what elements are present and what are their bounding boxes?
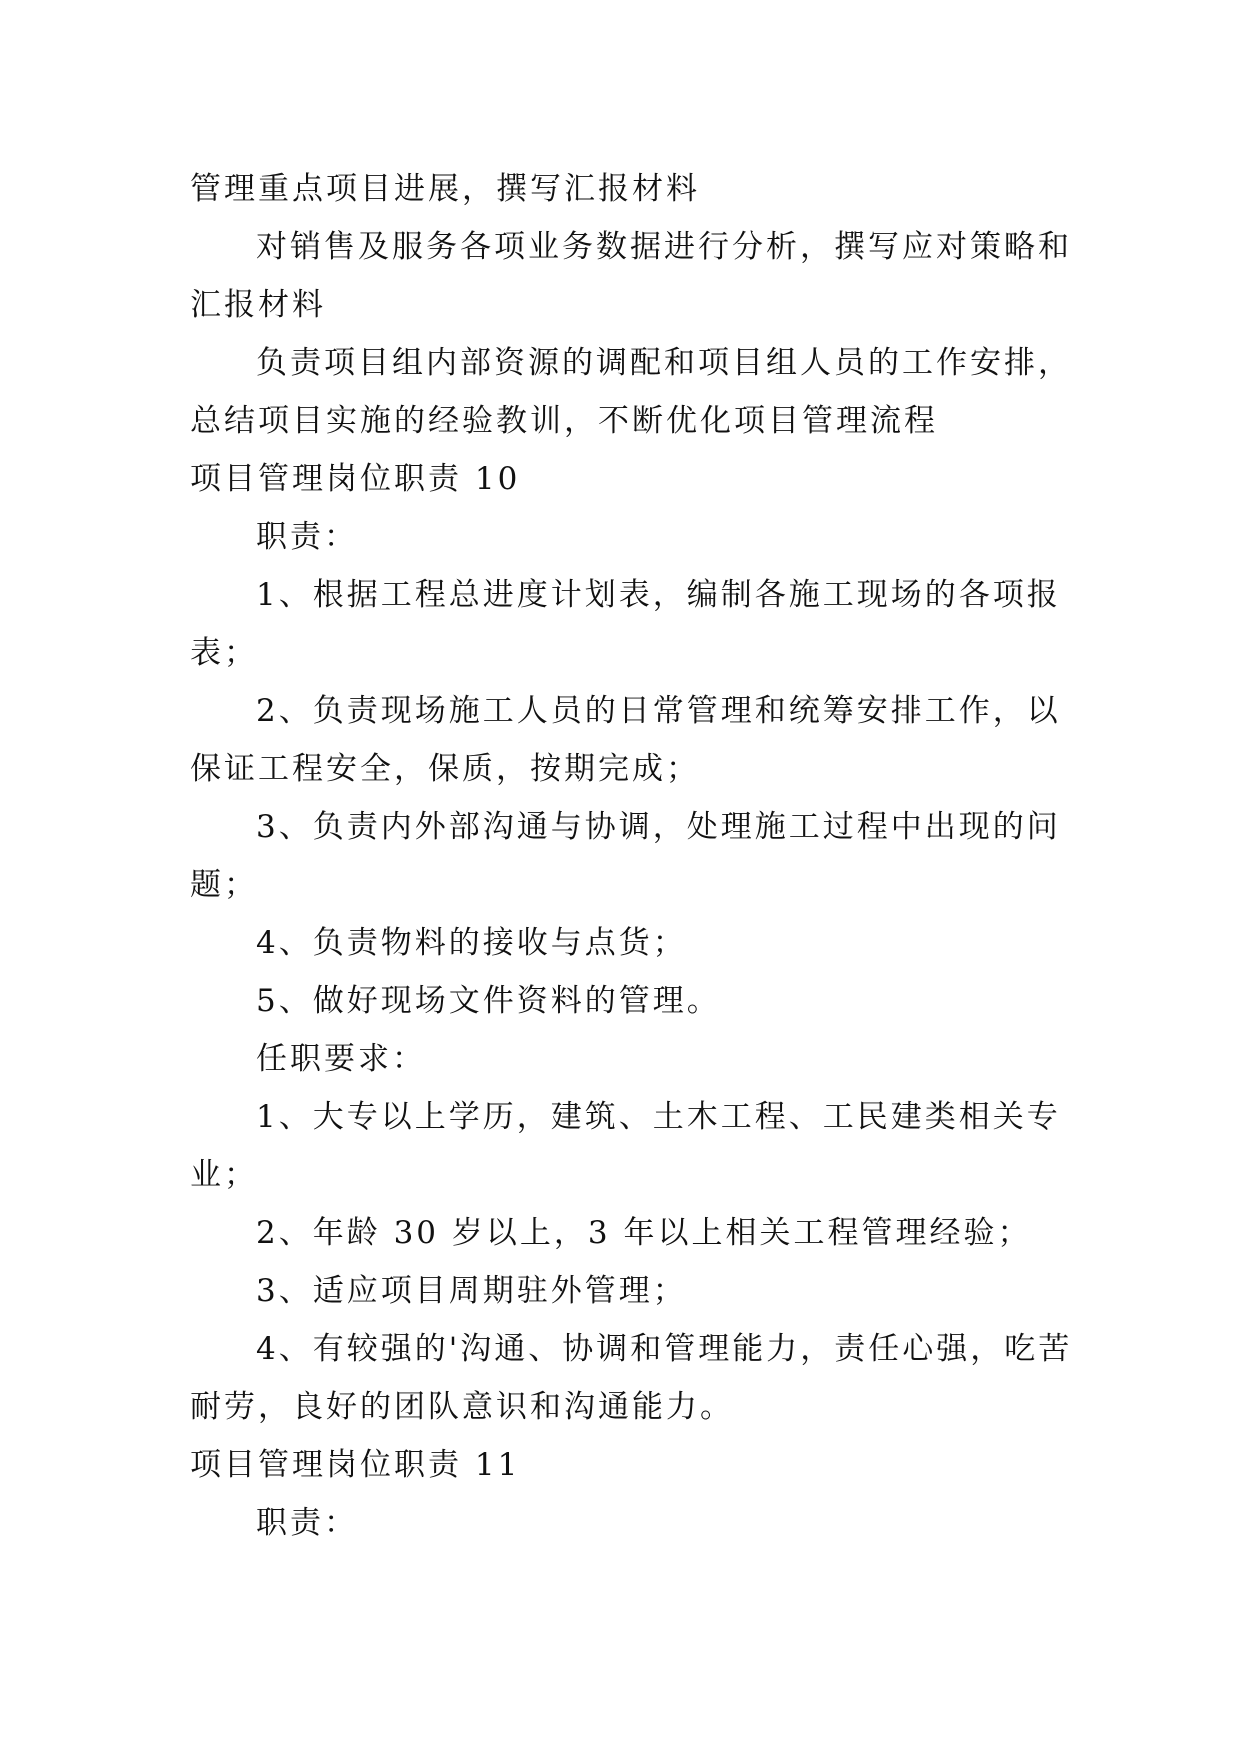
list-item: 2、负责现场施工人员的日常管理和统筹安排工作，以 xyxy=(256,693,1061,729)
list-item: 2、年龄 30 岁以上，3 年以上相关工程管理经验； xyxy=(256,1215,1032,1251)
list-item: 4、负责物料的接收与点货； xyxy=(256,925,687,961)
list-item: 4、有较强的'沟通、协调和管理能力，责任心强，吃苦 xyxy=(256,1331,1073,1367)
paragraph-line: 总结项目实施的经验教训，不断优化项目管理流程 xyxy=(190,403,938,439)
section-heading: 项目管理岗位职责 11 xyxy=(190,1447,521,1483)
paragraph-line: 对销售及服务各项业务数据进行分析，撰写应对策略和 xyxy=(256,229,1072,265)
section-heading: 项目管理岗位职责 10 xyxy=(190,461,521,497)
subheading-requirements: 任职要求： xyxy=(256,1041,426,1077)
subheading-duties: 职责： xyxy=(256,1505,358,1541)
paragraph-line: 管理重点项目进展，撰写汇报材料 xyxy=(190,171,700,207)
paragraph-line: 负责项目组内部资源的调配和项目组人员的工作安排， xyxy=(256,345,1072,381)
list-item-continuation: 业； xyxy=(190,1157,258,1193)
subheading-duties: 职责： xyxy=(256,519,358,555)
list-item: 1、根据工程总进度计划表，编制各施工现场的各项报 xyxy=(256,577,1061,613)
list-item: 5、做好现场文件资料的管理。 xyxy=(256,983,721,1019)
document-body xyxy=(190,160,1073,1552)
list-item-continuation: 耐劳，良好的团队意识和沟通能力。 xyxy=(190,1389,734,1425)
paragraph-line: 汇报材料 xyxy=(190,287,326,323)
list-item: 3、负责内外部沟通与协调，处理施工过程中出现的问 xyxy=(256,809,1061,845)
list-item-continuation: 保证工程安全，保质，按期完成； xyxy=(190,751,700,787)
list-item-continuation: 题； xyxy=(190,867,258,903)
list-item-continuation: 表； xyxy=(190,635,258,671)
list-item: 3、适应项目周期驻外管理； xyxy=(256,1273,687,1309)
list-item: 1、大专以上学历，建筑、土木工程、工民建类相关专 xyxy=(256,1099,1061,1135)
